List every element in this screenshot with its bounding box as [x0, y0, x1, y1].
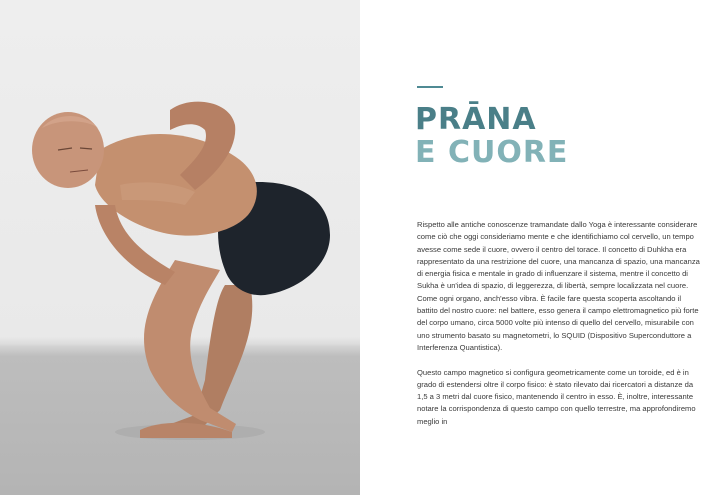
chapter-title-line2: E CUORE: [415, 135, 569, 170]
chapter-title: [415, 103, 568, 169]
title-rule: [417, 86, 443, 88]
paragraph-2: Questo campo magnetico si configura geometricamente come un toroide, ed è in grado di estendersi oltre il corpo fisico: è stato rilevato dai ricercatori a distanze da 1,5 a 3 metri dal cuore fisico, mantenendo il centro in esso. È, inoltre, interessante notare la corrispondenza di questo campo con quello terrestre, ma approfondiremo meglio in: [417, 367, 696, 426]
paragraph-1: Rispetto alle antiche conoscenze tramandate dallo Yoga è interessante considerare come ciò che oggi consideriamo mente e che identifichiamo col cervello, un tempo avesse come sede il cuore, ovvero il centro del torace. Il concetto di Duhkha era rappresentato da una restrizione del cuore, una mancanza di spazio, una mancanza di energia fisica e mentale in grado di influenzare il sistema, mentre il concetto di Sukha è un'idea di spazio, di leggerezza, di libertà, sempre localizzata nel cuore. Come ogni organo, anch'esso vibra. È facile fare questa scoperta ascoltando il battito del nostro cuore: nel battere, esso genera il campo elettromagnetico più forte del corpo umano, circa 5000 volte più intenso di quello del cervello, misurabile con uno strumento basato su magnetometri, lo SQUID (Dispositivo Superconduttore a Interferenza Quantistica).: [417, 220, 700, 352]
chapter-title-line1: PRĀNA: [415, 102, 537, 137]
body-text: [417, 219, 701, 440]
